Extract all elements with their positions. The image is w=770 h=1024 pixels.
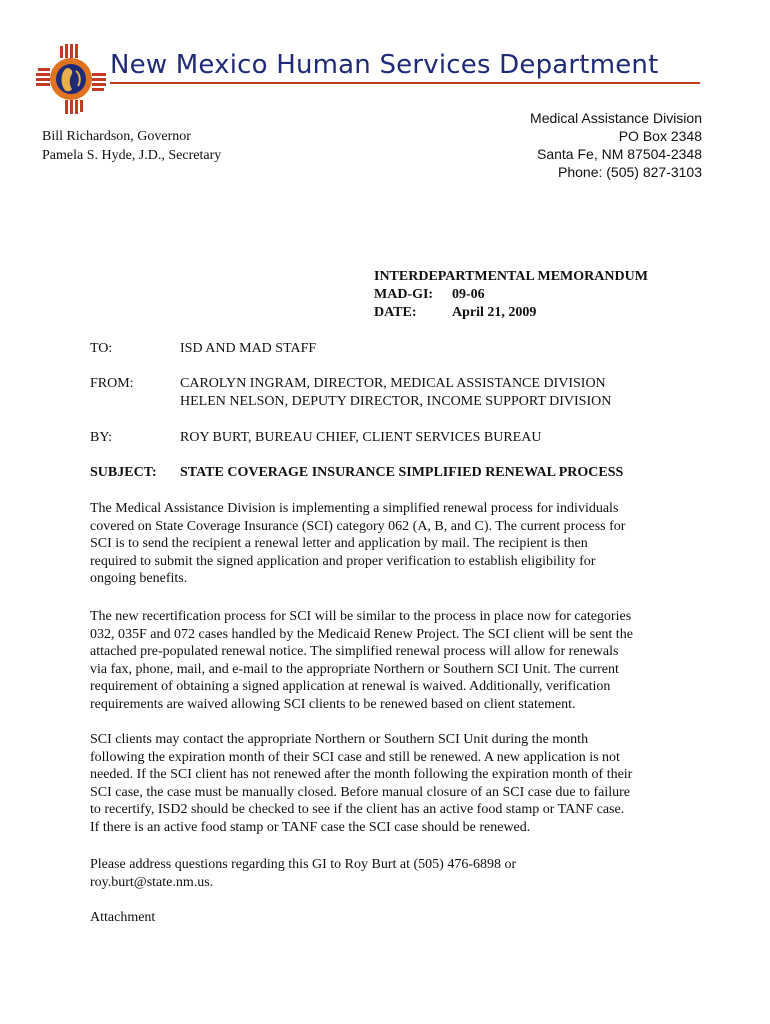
paragraph-line: via fax, phone, mail, and e-mail to the appropriate Northern or Southern SCI Unit. The current	[90, 661, 619, 677]
attachment-label: Attachment	[90, 910, 156, 925]
division-address	[530, 109, 702, 181]
memo-header	[374, 268, 648, 322]
paragraph-line: requirement of obtaining a signed application at renewal is waived. Additionally, verification	[90, 679, 611, 694]
memo-date-value: April 21, 2009	[452, 305, 537, 320]
attachment-note	[90, 909, 690, 927]
paragraph-line: If there is an active food stamp or TANF case the SCI case should be renewed.	[90, 819, 531, 835]
title-divider	[110, 82, 700, 84]
paragraph-line: ongoing benefits.	[90, 571, 188, 586]
secretary-line: Pamela S. Hyde, J.D., Secretary	[42, 148, 222, 163]
paragraph-line: 032, 035F and 072 cases handled by the Medicaid Renew Project. The SCI client will be sent the	[90, 626, 633, 642]
address-division: Medical Assistance Division	[530, 110, 702, 126]
address-pobox: PO Box 2348	[618, 128, 702, 144]
paragraph-line: The Medical Assistance Division is implementing a simplified renewal process for individuals	[90, 501, 619, 516]
governor-line: Bill Richardson, Governor	[42, 129, 191, 144]
memo-ref-row	[374, 286, 648, 304]
contact-email: roy.burt@state.nm.us.	[90, 874, 214, 890]
paragraph-line: requirements are waived allowing SCI clients to be renewed based on client statement.	[90, 696, 576, 712]
memo-date-label: DATE:	[374, 305, 417, 320]
to-value: ISD AND MAD STAFF	[180, 341, 317, 356]
by-value: ROY BURT, BUREAU CHIEF, CLIENT SERVICES BUREAU	[180, 430, 542, 445]
paragraph-line: The new recertification process for SCI will be similar to the process in place now for categories	[90, 609, 632, 624]
paragraph-2	[90, 608, 690, 713]
paragraph-line: SCI is to send the recipient a renewal letter and application by mail. The recipient is then	[90, 536, 588, 551]
from-value-2: HELEN NELSON, DEPUTY DIRECTOR, INCOME SUPPORT DIVISION	[180, 394, 612, 409]
department-title: New Mexico Human Services Department	[110, 50, 659, 80]
from-value-1: CAROLYN INGRAM, DIRECTOR, MEDICAL ASSISTANCE DIVISION	[180, 376, 606, 391]
paragraph-line: attached pre-populated renewal notice. The simplified renewal process will allow for renewals	[90, 644, 619, 659]
paragraph-line: Please address questions regarding this GI to Roy Burt at (505) 476-6898 or	[90, 857, 517, 872]
paragraph-line: covered on State Coverage Insurance (SCI) category 062 (A, B, and C). The current process for	[90, 518, 626, 534]
nm-zia-seal-icon	[36, 44, 106, 114]
paragraph-line: following the expiration month of their SCI case and still be renewed. A new application is not	[90, 749, 620, 765]
paragraph-line: needed. If the SCI client has not renewed after the month following the expiration month of their	[90, 767, 633, 782]
paragraph-3	[90, 731, 690, 836]
address-phone: Phone: (505) 827-3103	[558, 164, 702, 180]
address-city: Santa Fe, NM 87504-2348	[537, 146, 702, 162]
to-label: TO:	[90, 341, 113, 356]
subject-label: SUBJECT:	[90, 465, 157, 480]
memo-type: INTERDEPARTMENTAL MEMORANDUM	[374, 269, 648, 284]
paragraph-1	[90, 500, 690, 588]
memo-ref-label: MAD-GI:	[374, 287, 434, 302]
paragraph-line: to recertify, ISD2 should be checked to see if the client has an active food stamp or TANF case.	[90, 802, 625, 817]
paragraph-line: SCI case, the case must be manually closed. Before manual closure of an SCI case due to failure	[90, 784, 630, 800]
by-label: BY:	[90, 430, 113, 445]
paragraph-line: required to submit the signed application and proper verification to establish eligibility for	[90, 553, 596, 569]
officials-block	[42, 127, 221, 165]
paragraph-line: SCI clients may contact the appropriate Northern or Southern SCI Unit during the month	[90, 732, 589, 747]
from-label: FROM:	[90, 376, 134, 391]
memo-date-row	[374, 304, 648, 322]
paragraph-4	[90, 856, 690, 891]
memo-ref-value: 09-06	[452, 287, 485, 302]
subject-value: STATE COVERAGE INSURANCE SIMPLIFIED RENEWAL PROCESS	[180, 465, 624, 480]
